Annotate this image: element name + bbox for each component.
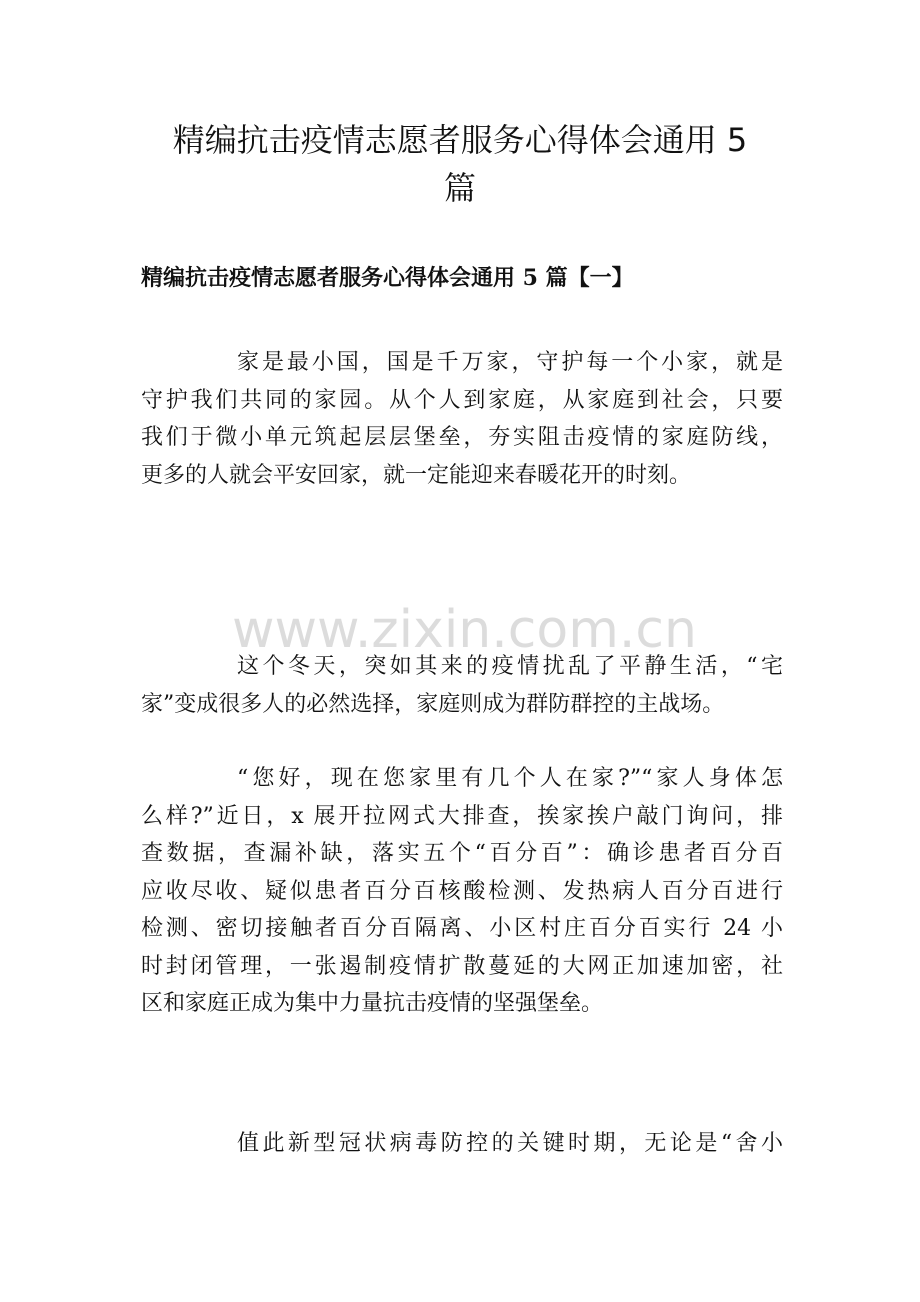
watermark: www.zixin.com.cn <box>232 600 697 660</box>
paragraph-1 <box>141 344 783 494</box>
paragraph-line: 值此新型冠状病毒防控的关键时期，无论是“舍小 <box>237 1131 783 1156</box>
paragraph-line: 更多的人就会平安回家，就一定能迎来春暖花开的时刻。 <box>141 462 692 488</box>
paragraph-line: 我们于微小单元筑起层层堡垒，夯实阻击疫情的家庭防线， <box>141 425 783 450</box>
paragraph-3 <box>141 760 783 1023</box>
paragraph-line: 么样?”近日，x 展开拉网式大排查，挨家挨户敲门询问，排 <box>141 803 783 829</box>
paragraph-line: 查数据，查漏补缺，落实五个“百分百”：确诊患者百分百 <box>141 841 783 866</box>
paragraph-line: 时封闭管理，一张遏制疫情扩散蔓延的大网正加速加密，社 <box>141 953 783 979</box>
paragraph-2 <box>141 648 783 723</box>
document-title-line-2: 篇 <box>443 169 476 207</box>
paragraph-line: 守护我们共同的家园。从个人到家庭，从家庭到社会，只要 <box>141 387 783 413</box>
paragraph-4 <box>141 1125 783 1163</box>
paragraph-line: 应收尽收、疑似患者百分百核酸检测、发热病人百分百进行 <box>141 878 783 904</box>
paragraph-line: 家”变成很多人的必然选择，家庭则成为群防群控的主战场。 <box>141 691 725 717</box>
paragraph-line: 家是最小国，国是千万家，守护每一个小家，就是 <box>237 350 783 375</box>
paragraph-line: 检测、密切接触者百分百隔离、小区村庄百分百实行 24 小 <box>141 916 783 941</box>
paragraph-line: 这个冬天，突如其来的疫情扰乱了平静生活，“宅 <box>237 654 783 679</box>
document-title-line-1: 精编抗击疫情志愿者服务心得体会通用 5 <box>172 121 748 159</box>
paragraph-line: “您好，现在您家里有几个人在家?”“家人身体怎 <box>237 766 783 791</box>
document-title <box>130 116 790 212</box>
paragraph-line: 区和家庭正成为集中力量抗击疫情的坚强堡垒。 <box>141 991 604 1016</box>
section-heading: 精编抗击疫情志愿者服务心得体会通用 5 篇【一】 <box>141 265 634 291</box>
